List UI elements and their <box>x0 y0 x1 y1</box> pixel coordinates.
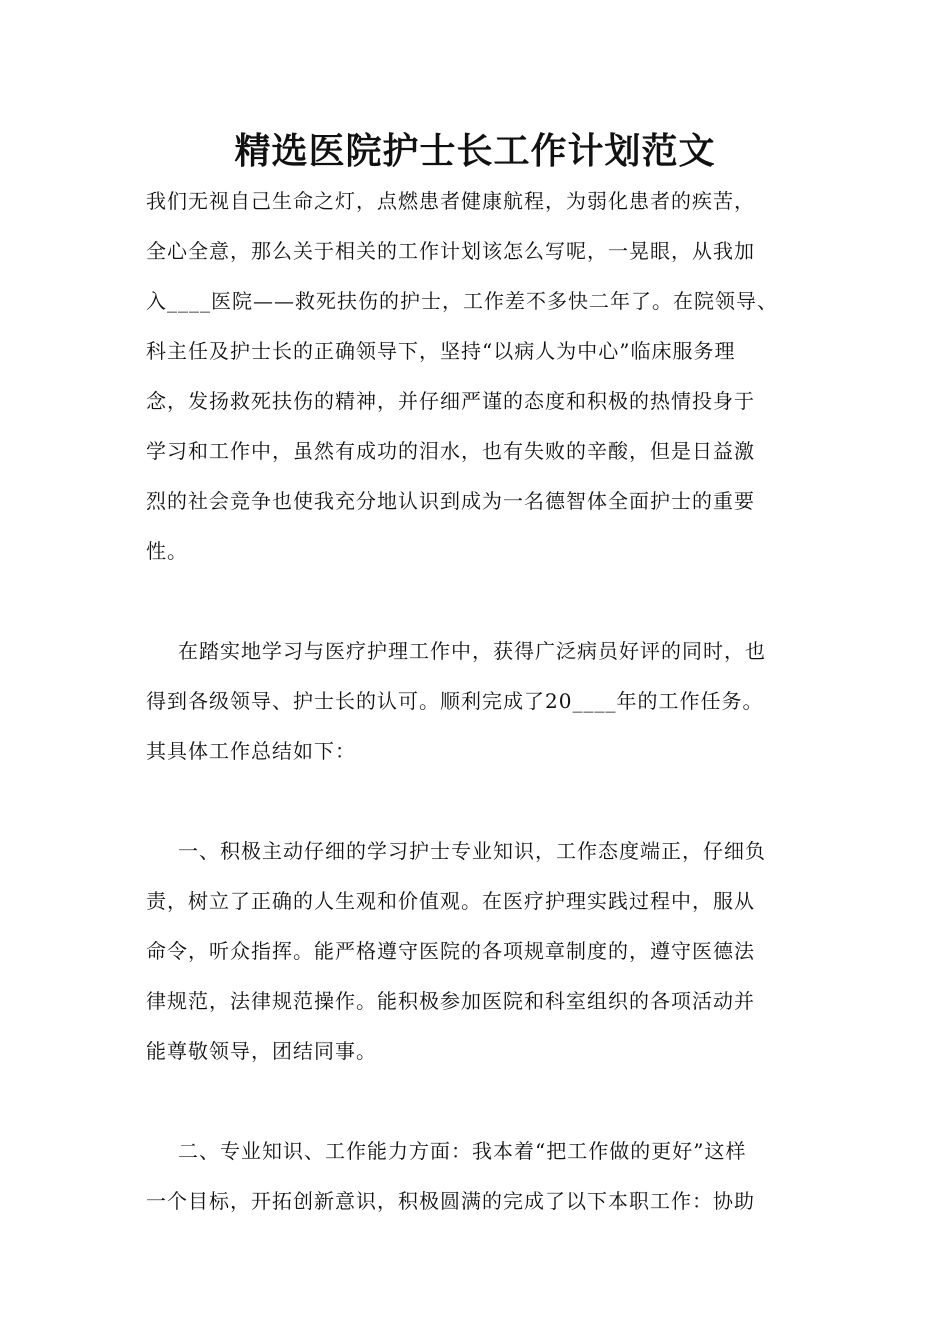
body-line: 律规范，法律规范操作。能积极参加医院和科室组织的各项活动并 <box>146 989 755 1013</box>
document-title: 精选医院护士长工作计划范文 <box>234 131 716 172</box>
body-line: 得到各级领导、护士长的认可。顺利完成了20____年的工作任务。 <box>146 689 764 713</box>
body-line: 我们无视自己生命之灯，点燃患者健康航程，为弱化患者的疾苦， <box>146 189 755 213</box>
body-line: 念，发扬救死扶伤的精神，并仔细严谨的态度和积极的热情投身于 <box>146 389 755 413</box>
body-line: 一个目标，开拓创新意识，积极圆满的完成了以下本职工作：协助 <box>146 1189 755 1213</box>
body-line: 学习和工作中，虽然有成功的泪水，也有失败的辛酸，但是日益激 <box>146 439 755 463</box>
body-line: 命令，听众指挥。能严格遵守医院的各项规章制度的，遵守医德法 <box>146 939 755 963</box>
body-line: 科主任及护士长的正确领导下，坚持“以病人为中心”临床服务理 <box>146 339 736 363</box>
body-line: 全心全意，那么关于相关的工作计划该怎么写呢，一晃眼，从我加 <box>146 239 755 263</box>
body-line: 责，树立了正确的人生观和价值观。在医疗护理实践过程中，服从 <box>146 889 755 913</box>
body-line: 二、专业知识、工作能力方面：我本着“把工作做的更好”这样 <box>178 1139 747 1163</box>
body-line: 烈的社会竞争也使我充分地认识到成为一名德智体全面护士的重要 <box>146 489 755 513</box>
body-line: 在踏实地学习与医疗护理工作中，获得广泛病员好评的同时，也 <box>178 639 766 663</box>
body-line: 其具体工作总结如下： <box>146 739 356 763</box>
body-line: 入____医院——救死扶伤的护士，工作差不多快二年了。在院领导、 <box>146 289 778 313</box>
body-line: 性。 <box>146 539 188 563</box>
body-line: 能尊敬领导，团结同事。 <box>146 1039 377 1063</box>
body-line: 一、积极主动仔细的学习护士专业知识，工作态度端正，仔细负 <box>178 839 766 863</box>
